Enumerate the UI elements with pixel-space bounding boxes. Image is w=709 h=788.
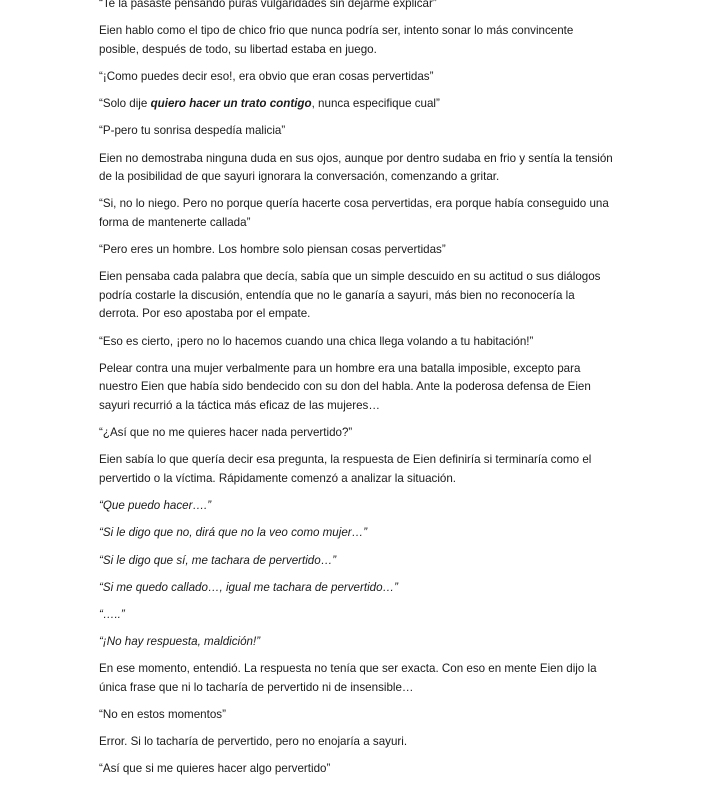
paragraph bbox=[99, 451, 614, 488]
text-run: “No en estos momentos” bbox=[99, 708, 226, 722]
text-run: Eien pensaba cada palabra que decía, sabía que un simple descuido en su actitud o sus diálogos podría costarle la discusión, entendía que no le ganaría a sayuri, más bien no reconocería la derrota. Por eso apostaba por el empate. bbox=[99, 270, 601, 321]
text-run: Eien sabía lo que quería decir esa pregunta, la respuesta de Eien definiría si terminaría como el pervertido o la víctima. Rápidamente comenzó a analizar la situación. bbox=[99, 453, 592, 485]
paragraph bbox=[99, 360, 614, 416]
italic-run: “…..” bbox=[99, 607, 125, 621]
paragraph bbox=[99, 706, 614, 725]
text-run: “¿Así que no me quieres hacer nada pervertido?” bbox=[99, 426, 353, 440]
text-run: “Si, no lo niego. Pero no porque quería hacerte cosa pervertidas, era porque había conseguido una forma de mantenerte callada” bbox=[99, 197, 609, 229]
paragraph bbox=[99, 195, 614, 232]
paragraph bbox=[99, 122, 614, 141]
paragraph bbox=[99, 633, 614, 652]
text-run: Eien no demostraba ninguna duda en sus ojos, aunque por dentro sudaba en frio y sentía la tensión de la posibilidad de que sayuri ignorara la conversación, comenzando a gritar. bbox=[99, 151, 613, 184]
paragraph bbox=[99, 22, 614, 59]
paragraph bbox=[99, 552, 614, 571]
document-body bbox=[99, 0, 614, 788]
text-run: Error. Si lo tacharía de pervertido, pero no enojaría a sayuri. bbox=[99, 735, 408, 749]
paragraph bbox=[99, 268, 614, 324]
paragraph bbox=[99, 0, 614, 14]
text-run: Pelear contra una mujer verbalmente para un hombre era una batalla imposible, excepto para nuestro Eien que había sido bendecido con su don del habla. Ante la poderosa defensa de Eien sayuri recurrió a la táctica más eficaz de las mujeres… bbox=[99, 361, 591, 413]
paragraph bbox=[99, 333, 614, 352]
text-run: “Así que si me quieres hacer algo pervertido” bbox=[99, 762, 331, 776]
paragraph bbox=[99, 150, 614, 187]
paragraph bbox=[99, 660, 614, 697]
text-run: “Solo dije bbox=[99, 97, 151, 111]
text-run: “Te la pasaste pensando puras vulgaridades sin dejarme explicar” bbox=[99, 0, 437, 10]
emphasis-run: quiero hacer un trato contigo bbox=[150, 97, 312, 111]
paragraph bbox=[99, 760, 614, 779]
text-run: Eien hablo como el tipo de chico frio que nunca podría ser, intento sonar lo más convincente posible, después de todo, su libertad estaba en juego. bbox=[99, 24, 574, 56]
text-run: “¡Como puedes decir eso!, era obvio que eran cosas pervertidas” bbox=[99, 69, 434, 83]
italic-run: “Si le digo que no, dirá que no la veo como mujer…” bbox=[99, 526, 368, 540]
text-run: En ese momento, entendió. La respuesta no tenía que ser exacta. Con eso en mente Eien dijo la única frase que ni lo tacharía de pervertido ni de insensible… bbox=[99, 662, 597, 694]
italic-run: “Si me quedo callado…, igual me tachara de pervertido…” bbox=[99, 580, 399, 594]
paragraph bbox=[99, 606, 614, 625]
italic-run: “Si le digo que sí, me tachara de pervertido…” bbox=[99, 553, 337, 567]
text-run: “Eso es cierto, ¡pero no lo hacemos cuando una chica llega volando a tu habitación!” bbox=[99, 334, 534, 348]
paragraph bbox=[99, 733, 614, 752]
paragraph bbox=[99, 579, 614, 598]
paragraph bbox=[99, 424, 614, 443]
paragraph bbox=[99, 241, 614, 260]
italic-run: “Que puedo hacer….” bbox=[99, 499, 212, 513]
paragraph bbox=[99, 95, 614, 114]
text-run: “P-pero tu sonrisa despedía malicia” bbox=[99, 124, 286, 138]
paragraph bbox=[99, 497, 614, 516]
text-run: “Pero eres un hombre. Los hombre solo piensan cosas pervertidas” bbox=[99, 243, 446, 257]
paragraph bbox=[99, 68, 614, 87]
text-run: , nunca especifique cual” bbox=[311, 97, 440, 111]
italic-run: “¡No hay respuesta, maldición!” bbox=[99, 635, 261, 649]
paragraph bbox=[99, 524, 614, 543]
